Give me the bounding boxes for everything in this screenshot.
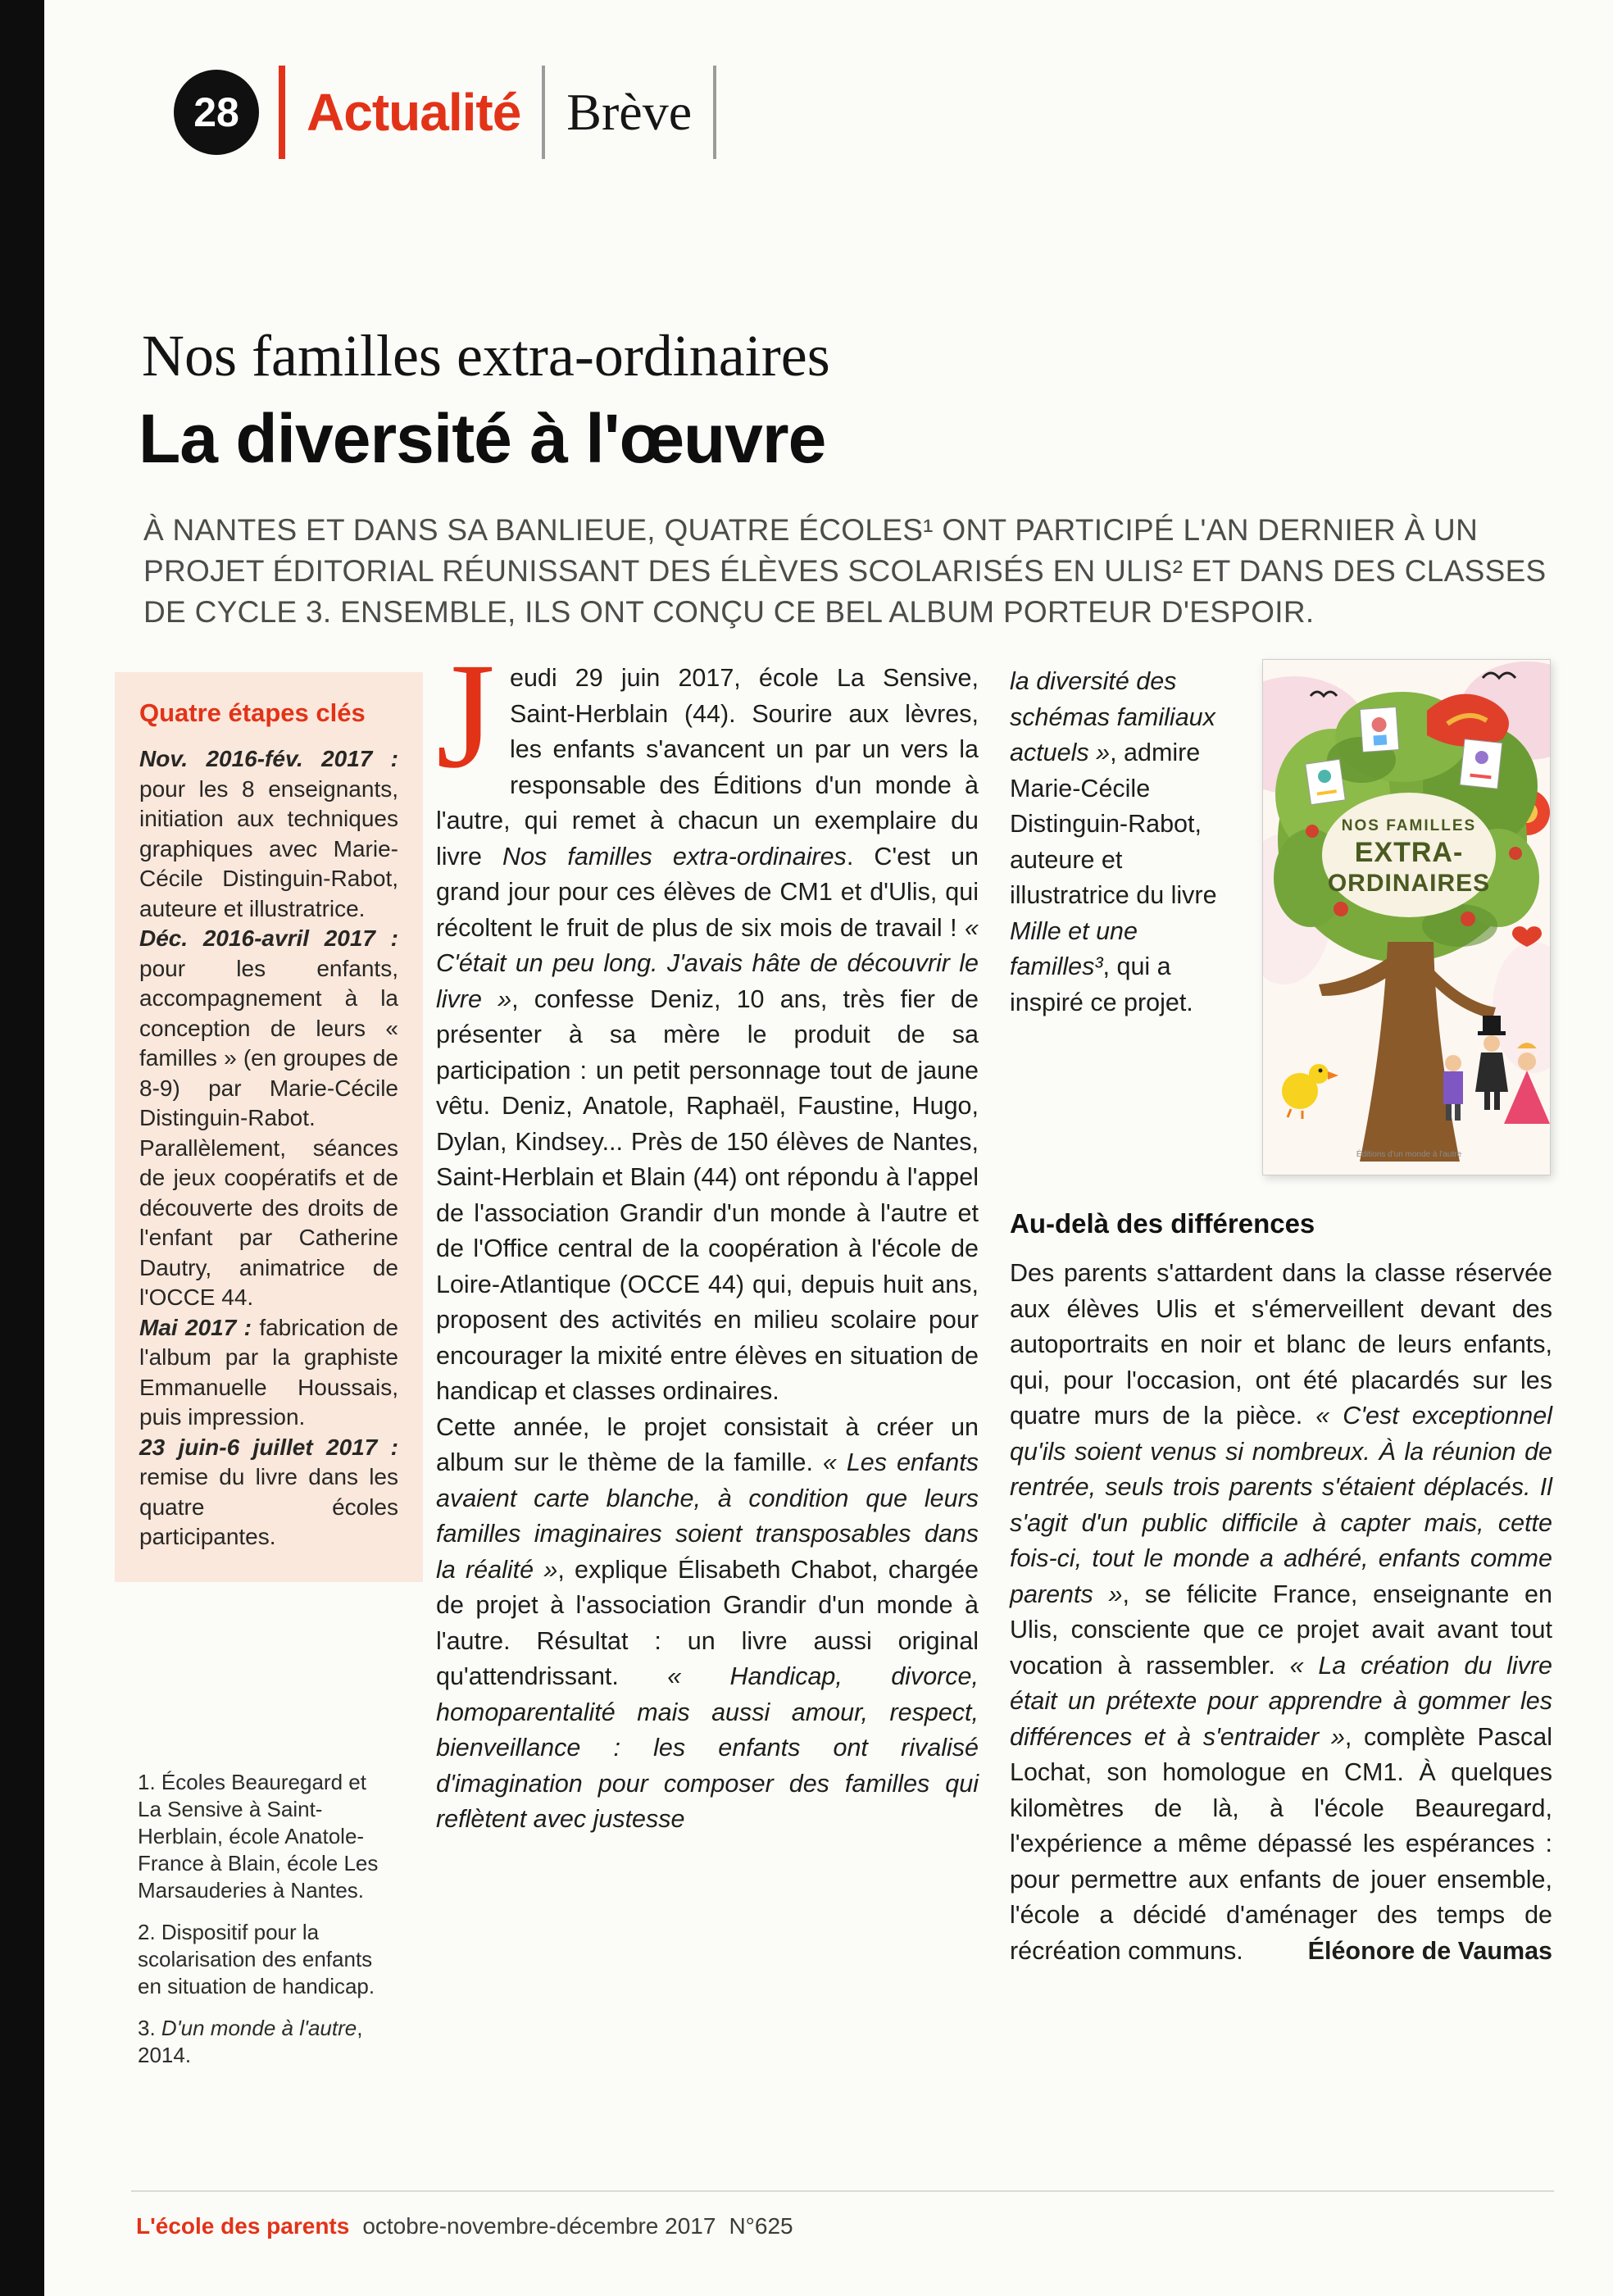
article-title: La diversité à l'œuvre	[139, 400, 826, 477]
book-cover-illustration	[1263, 660, 1550, 1175]
footnote-3: 3. D'un monde à l'autre, 2014.	[138, 2016, 363, 2067]
footnote-1: 1. Écoles Beauregard et La Sensive à Saint-Herblain, école Anatole-France à Blain, école Les Marsauderies à Nantes.	[138, 1770, 379, 1903]
section-label: Actualité	[307, 83, 521, 142]
byline: Éléonore de Vaumas	[1307, 1936, 1552, 1965]
dropcap: J	[436, 632, 495, 800]
footer-rule	[131, 2190, 1554, 2192]
section-paragraph: Des parents s'attardent dans la classe réservée aux élèves Ulis et s'émerveillent devant des autoportraits en noir et blanc de leurs enfants, qui, pour l'occasion, ont été placardés sur les quatre murs de la pièce. « C'est exceptionnel qu'ils soient venus si nombreux. À la réunion de rentrée, seuls trois parents s'étaient déplacés. Il s'agit d'un public difficile à capter mais, cette fois-ci, tout le monde a adhéré, enfants comme parents », se félicite France, enseignante en Ulis, consciente que ce projet avait avant tout vocation à rassembler. « La création du livre était un prétexte pour apprendre à gommer les différences et à s'entraider », complète Pascal Lochat, son homologue en CM1. À quelques kilomètres de là, à l'école Beauregard, l'expérience a même dépassé les espérances : pour permettre aux enfants de jouer ensemble, l'école a décidé d'aménager des temps de récréation communs. Éléonore de Vaumas	[1010, 1256, 1552, 1969]
cover-title-line1: NOS FAMILLES	[1341, 817, 1477, 834]
page-number: 28	[193, 89, 239, 135]
divider-bar	[713, 66, 716, 159]
key-steps-paragraph: Nov. 2016-fév. 2017 : pour les 8 enseignants, initiation aux techniques graphiques avec Marie-Cécile Distinguin-Rabot, auteure et illustratrice.	[139, 746, 398, 921]
issue-date: octobre-novembre-décembre 2017	[362, 2213, 716, 2239]
section-heading: Au-delà des différences	[1010, 1208, 1315, 1239]
key-steps-paragraph: Déc. 2016-avril 2017 : pour les enfants, accompagnement à la conception de leurs « familles » (en groupes de 8-9) par Marie-Cécile Distinguin-Rabot. Parallèlement, séances de jeux coopératifs et de découverte des droits de l'enfant par Catherine Dautry, animatrice de l'OCCE 44.	[139, 925, 398, 1310]
footnotes	[138, 1769, 385, 2084]
subsection-label: Brève	[566, 83, 693, 141]
cover-publisher: Éditions d'un monde à l'autre	[1356, 1150, 1462, 1159]
key-steps-box	[115, 672, 423, 1582]
article-column-right-top: la diversité des schémas familiaux actuels », admire Marie-Cécile Distinguin-Rabot, auteure et illustratrice du livre Mille et une familles³, qui a inspiré ce projet.	[1010, 667, 1217, 1016]
magazine-name: L'école des parents	[136, 2213, 350, 2239]
article-standfirst: À NANTES ET DANS SA BANLIEUE, QUATRE ÉCOLES¹ ONT PARTICIPÉ L'AN DERNIER À UN PROJET ÉDITORIAL RÉUNISSANT DES ÉLÈVES SCOLARISÉS EN ULIS² ET DANS DES CLASSES DE CYCLE 3. ENSEMBLE, ILS ONT CONÇU CE BEL ALBUM PORTEUR D'ESPOIR.	[143, 513, 1547, 629]
page-header	[174, 66, 716, 159]
key-steps-paragraph: Mai 2017 : fabrication de l'album par la graphiste Emmanuelle Houssais, puis impression.	[139, 1314, 398, 1430]
article-kicker: Nos familles extra-ordinaires	[142, 323, 830, 389]
article-paragraph-1	[436, 632, 979, 1410]
scan-edge	[0, 0, 44, 2296]
book-cover	[1262, 659, 1551, 1175]
article-paragraph-2: Cette année, le projet consistait à créer un album sur le thème de la famille. « Les enfants avaient carte blanche, à condition que leurs familles imaginaires soient transposables dans la réalité », explique Élisabeth Chabot, chargée de projet à l'association Grandir d'un monde à l'autre. Résultat : un livre aussi original qu'attendrissant. « Handicap, divorce, homoparentalité mais aussi amour, respect, bienveillance : les enfants ont rivalisé d'imagination pour composer des familles qui reflètent avec justesse	[436, 1412, 979, 1833]
divider-bar	[542, 66, 545, 159]
key-steps-paragraph: 23 juin-6 juillet 2017 : remise du livre dans les quatre écoles participantes.	[139, 1434, 398, 1549]
cover-title-line3: ORDINAIRES	[1327, 870, 1491, 897]
paragraph-1-text: eudi 29 juin 2017, école La Sensive, Saint-Herblain (44). Sourire aux lèvres, les enfants s'avancent un par un vers la responsable des Éditions d'un monde à l'autre, qui remet à chacun un exemplaire du livre Nos familles extra-ordinaires. C'est un grand jour pour ces élèves de CM1 et d'Ulis, qui récoltent le fruit de plus de six mois de travail ! « C'était un peu long. J'avais hâte de découvrir le livre », confesse Deniz, 10 ans, très fier de présenter à sa mère le produit de sa participation : un petit personnage tout de jaune vêtu. Deniz, Anatole, Raphaël, Faustine, Hugo, Dylan, Kindsey... Près de 150 élèves de Nantes, Saint-Herblain et Blain (44) ont répondu à l'appel de l'association Grandir d'un monde à l'autre et de l'Office central de la coopération à l'école de Loire-Atlantique (OCCE 44) qui, depuis huit ans, proposent des activités en milieu scolaire pour encourager la mixité entre élèves en situation de handicap et classes ordinaires.	[436, 664, 979, 1405]
cover-title-block	[1322, 793, 1496, 917]
cover-title-line2: EXTRA-	[1354, 837, 1464, 868]
page-number-badge	[174, 70, 259, 155]
section-differences	[1010, 1208, 1552, 1969]
red-divider-bar	[279, 66, 285, 159]
page-footer	[136, 2213, 793, 2239]
key-steps-heading: Quatre étapes clés	[139, 698, 366, 727]
footnote-2: 2. Dispositif pour la scolarisation des enfants en situation de handicap.	[138, 1920, 375, 1998]
issue-number: N°625	[729, 2213, 793, 2239]
article-column-main	[436, 632, 979, 1838]
